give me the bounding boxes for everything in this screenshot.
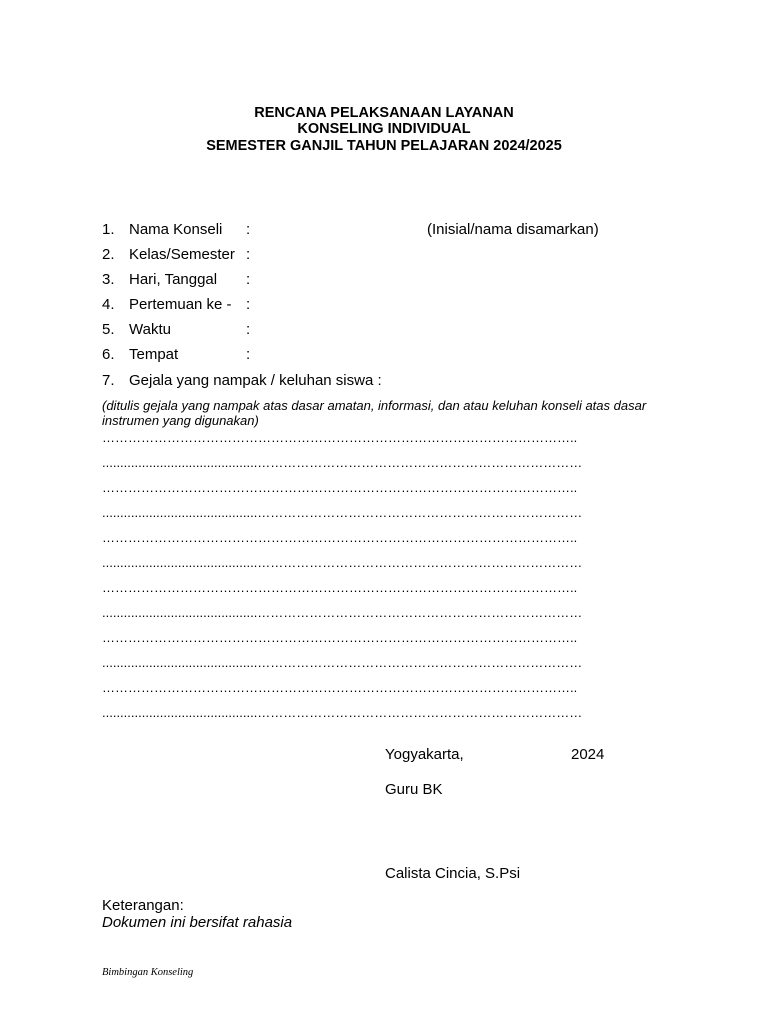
field-number: 7. [102,372,115,389]
field-label: Waktu [129,321,171,338]
field-kelas-semester [102,245,647,265]
document-title-line-2: KONSELING INDIVIDUAL [297,121,471,137]
document-title-line-1: RENCANA PELAKSANAAN LAYANAN [254,105,514,121]
field-colon: : [246,296,251,313]
signature-role: Guru BK [385,781,443,798]
field-colon: : [246,221,251,238]
field-label: Nama Konseli [129,221,223,238]
field-hari-tanggal [102,270,647,290]
field-number: 6. [102,346,115,363]
dotted-line: ...........................................………………………………………………………………… [102,455,583,470]
field-colon: : [246,321,251,338]
dotted-line: ……………………………………………………………………………………………….. [102,680,578,695]
field-colon: : [246,271,251,288]
dotted-line: ……………………………………………………………………………………………….. [102,480,578,495]
field-pertemuan-ke [102,295,647,315]
field-nama-konseli [102,220,647,240]
signature-place: Yogyakarta, [385,746,464,763]
field-note: (Inisial/nama disamarkan) [427,221,599,238]
field-colon: : [246,346,251,363]
dotted-line: ...........................................………………………………………………………………… [102,605,583,620]
field-tempat [102,345,647,365]
field-label: Pertemuan ke - [129,296,232,313]
dotted-line: ……………………………………………………………………………………………….. [102,580,578,595]
field-waktu [102,320,647,340]
dotted-line: ……………………………………………………………………………………………….. [102,530,578,545]
page-footer: Bimbingan Konseling [102,967,194,978]
field-label: Hari, Tanggal [129,271,218,288]
field-number: 4. [102,296,115,313]
field-number: 2. [102,246,115,263]
dotted-line: ...........................................………………………………………………………………… [102,555,583,570]
dotted-line: ...........................................………………………………………………………………… [102,705,583,720]
keterangan-label: Keterangan: [102,897,184,914]
field-number: 1. [102,221,115,238]
dotted-line: ...........................................………………………………………………………………… [102,655,583,670]
signature-name: Calista Cincia, S.Psi [385,865,521,882]
signature-year: 2024 [571,746,605,763]
instruction-text: (ditulis gejala yang nampak atas dasar amatan, informasi, dan atau keluhan konseli atas dasar instrumen yang digunakan) [102,398,647,428]
field-colon: : [246,246,251,263]
field-number: 5. [102,321,115,338]
dotted-line: ...........................................………………………………………………………………… [102,505,583,520]
field-gejala [102,371,647,391]
field-label: Kelas/Semester [129,246,235,263]
keterangan-text: Dokumen ini bersifat rahasia [102,914,293,931]
dotted-line: ……………………………………………………………………………………………….. [102,430,578,445]
dotted-line: ……………………………………………………………………………………………….. [102,630,578,645]
document-title-line-3: SEMESTER GANJIL TAHUN PELAJARAN 2024/2025 [206,138,562,154]
field-label: Gejala yang nampak / keluhan siswa : [129,372,382,389]
field-number: 3. [102,271,115,288]
field-label: Tempat [129,346,179,363]
